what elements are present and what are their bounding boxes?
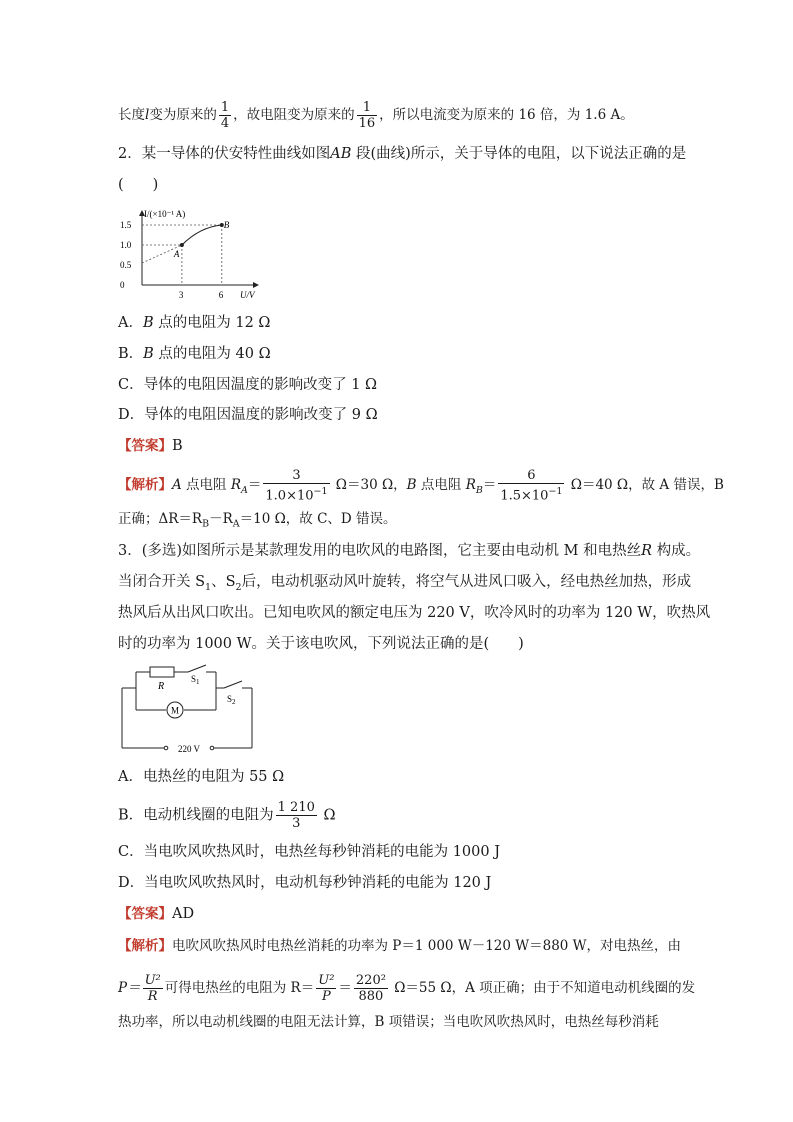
- fraction: $\frac{6}{1.5\times 10^{-1}}$: [500, 468, 563, 504]
- label-s2: $S_2$: [227, 694, 236, 706]
- point-b-label: B: [223, 220, 230, 230]
- q3-option-b: B．电动机线圈的电阻为 $\frac{1 210}{3}$ Ω: [118, 800, 336, 831]
- fraction: $\frac{\text{U²}}{P}$: [318, 973, 335, 1004]
- y-tick-label: 1.0: [120, 240, 132, 250]
- q2-answer: 【答案】B: [118, 438, 183, 454]
- q3-stem-line4: 时的功率为 1000 W。关于该电吹风，下列说法正确的是( ): [118, 636, 524, 652]
- q2-option: C．导体的电阻因温度的影响改变了 1 Ω: [118, 377, 378, 393]
- label-motor: M: [170, 705, 180, 716]
- q2-option: A．B 点的电阻为 12 Ω: [118, 315, 271, 331]
- terminal: [210, 746, 214, 750]
- y-tick-label: 0.5: [120, 260, 132, 270]
- q3-analysis-line3: 热功率，所以电动机线圈的电阻无法计算，B 项错误；当电吹风吹热风时，电热丝每秒消耗: [118, 1014, 659, 1030]
- switch-s2: [224, 681, 242, 688]
- x-axis-label: U/V: [240, 290, 255, 300]
- fraction: $\frac{\text{220²}}{880}$: [355, 973, 386, 1004]
- q3-option-d: D．当电吹风吹热风时，电动机每秒钟消耗的电能为 120 J: [118, 875, 492, 891]
- q3-stem-line1: 3．(多选)如图所示是某款理发用的电吹风的电路图，它主要由电动机 M 和电热丝R 构成。: [118, 543, 701, 559]
- intro-line: 长度l变为原来的 $\frac{1}{4}$ ，故电阻变为原来的 $\frac{1}{16}$ ，所以电流变为原来的 16 倍，为 1.6 A。: [118, 100, 634, 131]
- q3-stem-line2: 当闭合开关 $S_1$、$S_2$后，电动机驱动风叶旋转，将空气从进风口吸入，经电热丝加热，形成: [118, 574, 692, 593]
- y-axis-label: I/(×10⁻¹ A): [144, 209, 186, 219]
- iv-curve: [182, 225, 222, 245]
- fraction: $\frac{1 210}{3}$: [277, 800, 315, 831]
- label-r: R: [158, 681, 165, 692]
- question-2-paren: ( ): [118, 177, 159, 193]
- label-s1: $S_1$: [191, 674, 200, 686]
- circuit-diagram: [118, 660, 258, 755]
- y-tick-label: 0: [120, 280, 125, 290]
- terminal: [164, 746, 168, 750]
- fraction: $\frac{1}{16}$: [358, 100, 376, 131]
- y-tick-label: 1.5: [120, 220, 132, 230]
- q3-stem-line3: 热风后从出风口吹出。已知电吹风的额定电压为 220 V，吹冷风时的功率为 120 W，吹热风: [118, 605, 711, 621]
- q3-option-a: A．电热丝的电阻为 55 Ω: [118, 769, 285, 785]
- question-2-stem: 2．某一导体的伏安特性曲线如图AB 段(曲线)所示，关于导体的电阻，以下说法正确的是: [118, 146, 687, 162]
- resistor-r: [150, 667, 174, 677]
- q2-analysis-line2: 正确；$\Delta R=R_B-R_A=10$ Ω，故 C、D 错误。: [118, 511, 397, 530]
- x-tick-label: 6: [218, 290, 224, 300]
- iv-graph: [118, 205, 268, 300]
- fraction: $\frac{\text{U²}}{R}$: [144, 973, 161, 1004]
- point-a: [180, 243, 184, 247]
- q3-option-c: C．当电吹风吹热风时，电热丝每秒钟消耗的电能为 1000 J: [118, 844, 501, 860]
- q2-option: D．导体的电阻因温度的影响改变了 9 Ω: [118, 407, 378, 423]
- switch-s1: [188, 665, 206, 672]
- q3-analysis-line1: 【解析】电吹风吹热风时电热丝消耗的功率为 P＝1 000 W－120 W＝880 W，对电热丝，由: [118, 938, 682, 954]
- q2-option: B．B 点的电阻为 40 Ω: [118, 346, 271, 362]
- q2-analysis-line1: 【解析】A 点电阻 $R_A=$ $\frac{3}{1.0\times 10^{-1}}$ Ω＝30 Ω，B 点电阻 $R_B=$ $\frac{6}{1.5\times 10^{-1}}$ Ω＝40 Ω，故 A 错误，B: [118, 468, 724, 504]
- q3-answer: 【答案】AD: [118, 906, 195, 922]
- q3-analysis-line2: P＝ $\frac{\text{U²}}{R}$ 可得电热丝的电阻为 R＝ $\frac{\text{U²}}{P}$ ＝ $\frac{\text{220²}}{880}$ Ω＝55 Ω，A 项正确；由于不知道电动机线圈的发: [118, 973, 696, 1004]
- fraction: $\frac{1}{4}$: [220, 100, 230, 131]
- point-a-label: A: [173, 249, 180, 259]
- x-tick-label: 3: [178, 290, 184, 300]
- label-voltage: 220 V: [177, 744, 201, 754]
- fraction: $\frac{3}{1.0\times 10^{-1}}$: [265, 468, 328, 504]
